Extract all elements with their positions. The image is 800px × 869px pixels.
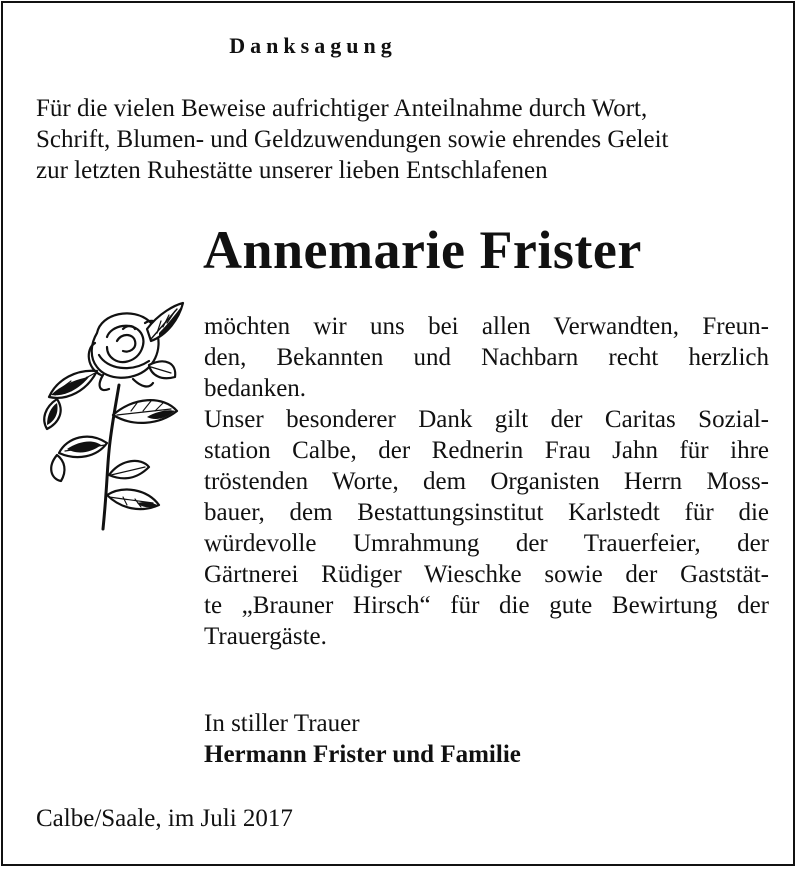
signoff-phrase: In stiller Trauer	[204, 710, 360, 737]
body-line: würdevolle Umrahmung der Trauerfeier, der	[204, 530, 769, 557]
intro-line: Für die vielen Beweise aufrichtiger Anteilnahme durch Wort,	[36, 95, 648, 122]
body-line: bedanken.	[204, 375, 307, 402]
obituary-frame	[1, 1, 795, 866]
body-line: te „Brauner Hirsch“ für die gute Bewirtung der	[204, 592, 769, 619]
body-line: Unser besonderer Dank gilt der Caritas Sozial-	[204, 406, 769, 433]
body-line: Trauergäste.	[204, 623, 327, 650]
intro-text	[36, 93, 776, 186]
signoff-family: Hermann Frister und Familie	[204, 741, 521, 768]
body-line: Gärtnerei Rüdiger Wieschke sowie der Gaststät-	[204, 561, 769, 588]
rose-icon	[37, 299, 187, 531]
heading: Danksagung	[229, 33, 397, 58]
place-date: Calbe/Saale, im Juli 2017	[36, 805, 293, 832]
intro-line: Schrift, Blumen- und Geldzuwendungen sowie ehrendes Geleit	[36, 126, 669, 153]
body-line: tröstenden Worte, dem Organisten Herrn Moss-	[204, 468, 769, 495]
intro-line: zur letzten Ruhestätte unserer lieben Entschlafenen	[36, 157, 548, 184]
signoff	[204, 708, 521, 770]
body-line: den, Bekannten und Nachbarn recht herzlich	[204, 344, 769, 371]
body-line: bauer, dem Bestattungsinstitut Karlstedt für die	[204, 499, 769, 526]
body-line: station Calbe, der Rednerin Frau Jahn für ihre	[204, 437, 769, 464]
deceased-name: Annemarie Frister	[203, 220, 642, 280]
body-line: möchten wir uns bei allen Verwandten, Freun-	[204, 313, 769, 340]
body-text	[204, 311, 769, 652]
